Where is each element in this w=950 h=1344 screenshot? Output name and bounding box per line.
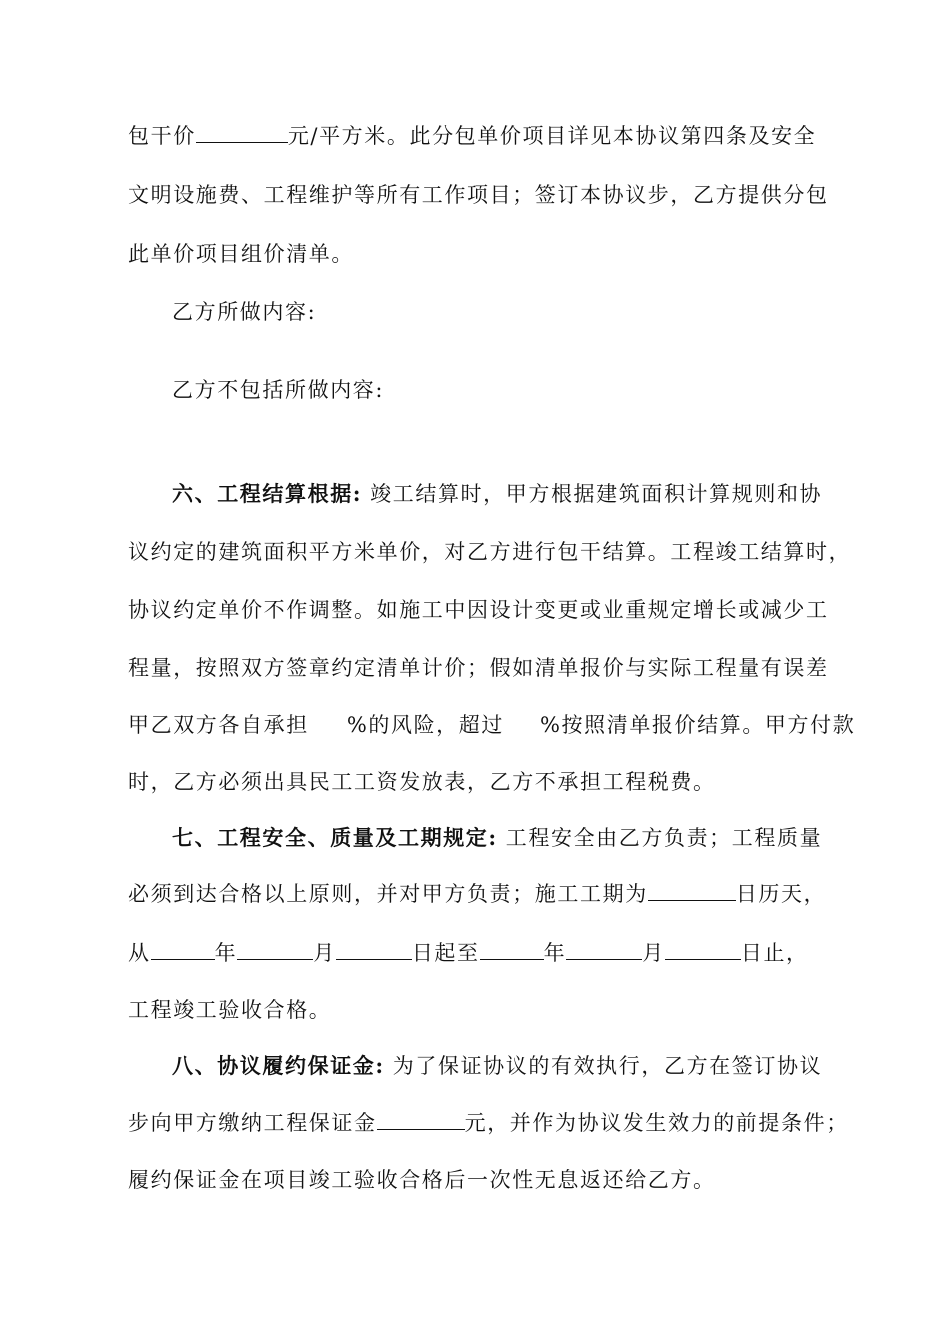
text-segment: 元/平方米。此分包单价项目详见本协议第四条及安全 xyxy=(287,124,817,148)
end-day-blank xyxy=(665,939,741,960)
text-segment: 必须到达合格以上原则，并对甲方负责；施工工期为 xyxy=(128,882,648,906)
scope-included-label: 乙方所做内容: xyxy=(172,300,317,324)
text-segment: 从 xyxy=(128,941,151,965)
clause8-line-1 xyxy=(172,1052,822,1080)
text-segment: %按照清单报价结算。甲方付款 xyxy=(539,713,856,737)
clause5-line-2: 文明设施费、工程维护等所有工作项目；签订本协议步，乙方提供分包 xyxy=(128,183,829,207)
clause7-heading: 七、工程安全、质量及工期规定: xyxy=(172,825,498,850)
text-segment: 元，并作为协议发生效力的前提条件； xyxy=(464,1111,849,1135)
text-segment: 日历天， xyxy=(735,882,827,906)
text-segment: 日起至 xyxy=(411,941,480,965)
text-segment: 年 xyxy=(214,941,238,965)
text-segment: 步向甲方缴纳工程保证金 xyxy=(128,1111,377,1135)
clause8-line-2 xyxy=(128,1109,849,1137)
clause7-line-1 xyxy=(172,824,822,852)
end-year-blank xyxy=(480,939,544,960)
clause6-line-6: 时，乙方必须出具民工工资发放表，乙方不承担工程税费。 xyxy=(128,770,716,794)
end-month-blank xyxy=(566,939,642,960)
clause6-line-3: 协议约定单价不作调整。如施工中因设计变更或业重规定增长或减少工 xyxy=(128,598,829,622)
clause6-heading: 六、工程结算根据: xyxy=(172,481,363,506)
clause7-line-2 xyxy=(128,880,826,908)
text-segment: 月 xyxy=(642,941,665,965)
text-segment: 竣工结算时，甲方根据建筑面积计算规则和协 xyxy=(370,482,823,506)
clause6-line-4: 程量，按照双方签章约定清单计价；假如清单报价与实际工程量有误差 xyxy=(128,656,829,680)
clause7-line-4: 工程竣工验收合格。 xyxy=(128,998,332,1022)
clause6-line-5 xyxy=(128,711,855,739)
clause5-line-3: 此单价项目组价清单。 xyxy=(128,242,354,266)
scope-excluded-label: 乙方不包括所做内容: xyxy=(172,378,385,402)
clause8-heading: 八、协议履约保证金: xyxy=(172,1053,385,1078)
clause6-line-2: 议约定的建筑面积平方米单价，对乙方进行包干结算。工程竣工结算时， xyxy=(128,540,852,564)
text-segment: 年 xyxy=(543,941,567,965)
text-segment: %的风险，超过 xyxy=(346,713,504,737)
text-segment: 工程安全由乙方负责；工程质量 xyxy=(505,826,823,850)
clause8-line-3: 履约保证金在项目竣工验收合格后一次性无息返还给乙方。 xyxy=(128,1168,716,1192)
duration-blank xyxy=(648,880,736,901)
text-segment: 包干价 xyxy=(128,124,196,148)
start-day-blank xyxy=(336,939,412,960)
text-segment: 为了保证协议的有效执行，乙方在签订协议 xyxy=(392,1054,823,1078)
start-year-blank xyxy=(151,939,215,960)
text-segment: 日止， xyxy=(740,941,809,965)
text-segment: 甲乙双方各自承担 xyxy=(128,713,309,737)
price-blank xyxy=(196,122,288,143)
clause6-line-1 xyxy=(172,480,822,508)
deposit-amount-blank xyxy=(377,1109,465,1130)
text-segment: 月 xyxy=(313,941,336,965)
clause5-line-1 xyxy=(128,122,816,150)
start-month-blank xyxy=(237,939,313,960)
clause7-line-3 xyxy=(128,939,809,967)
